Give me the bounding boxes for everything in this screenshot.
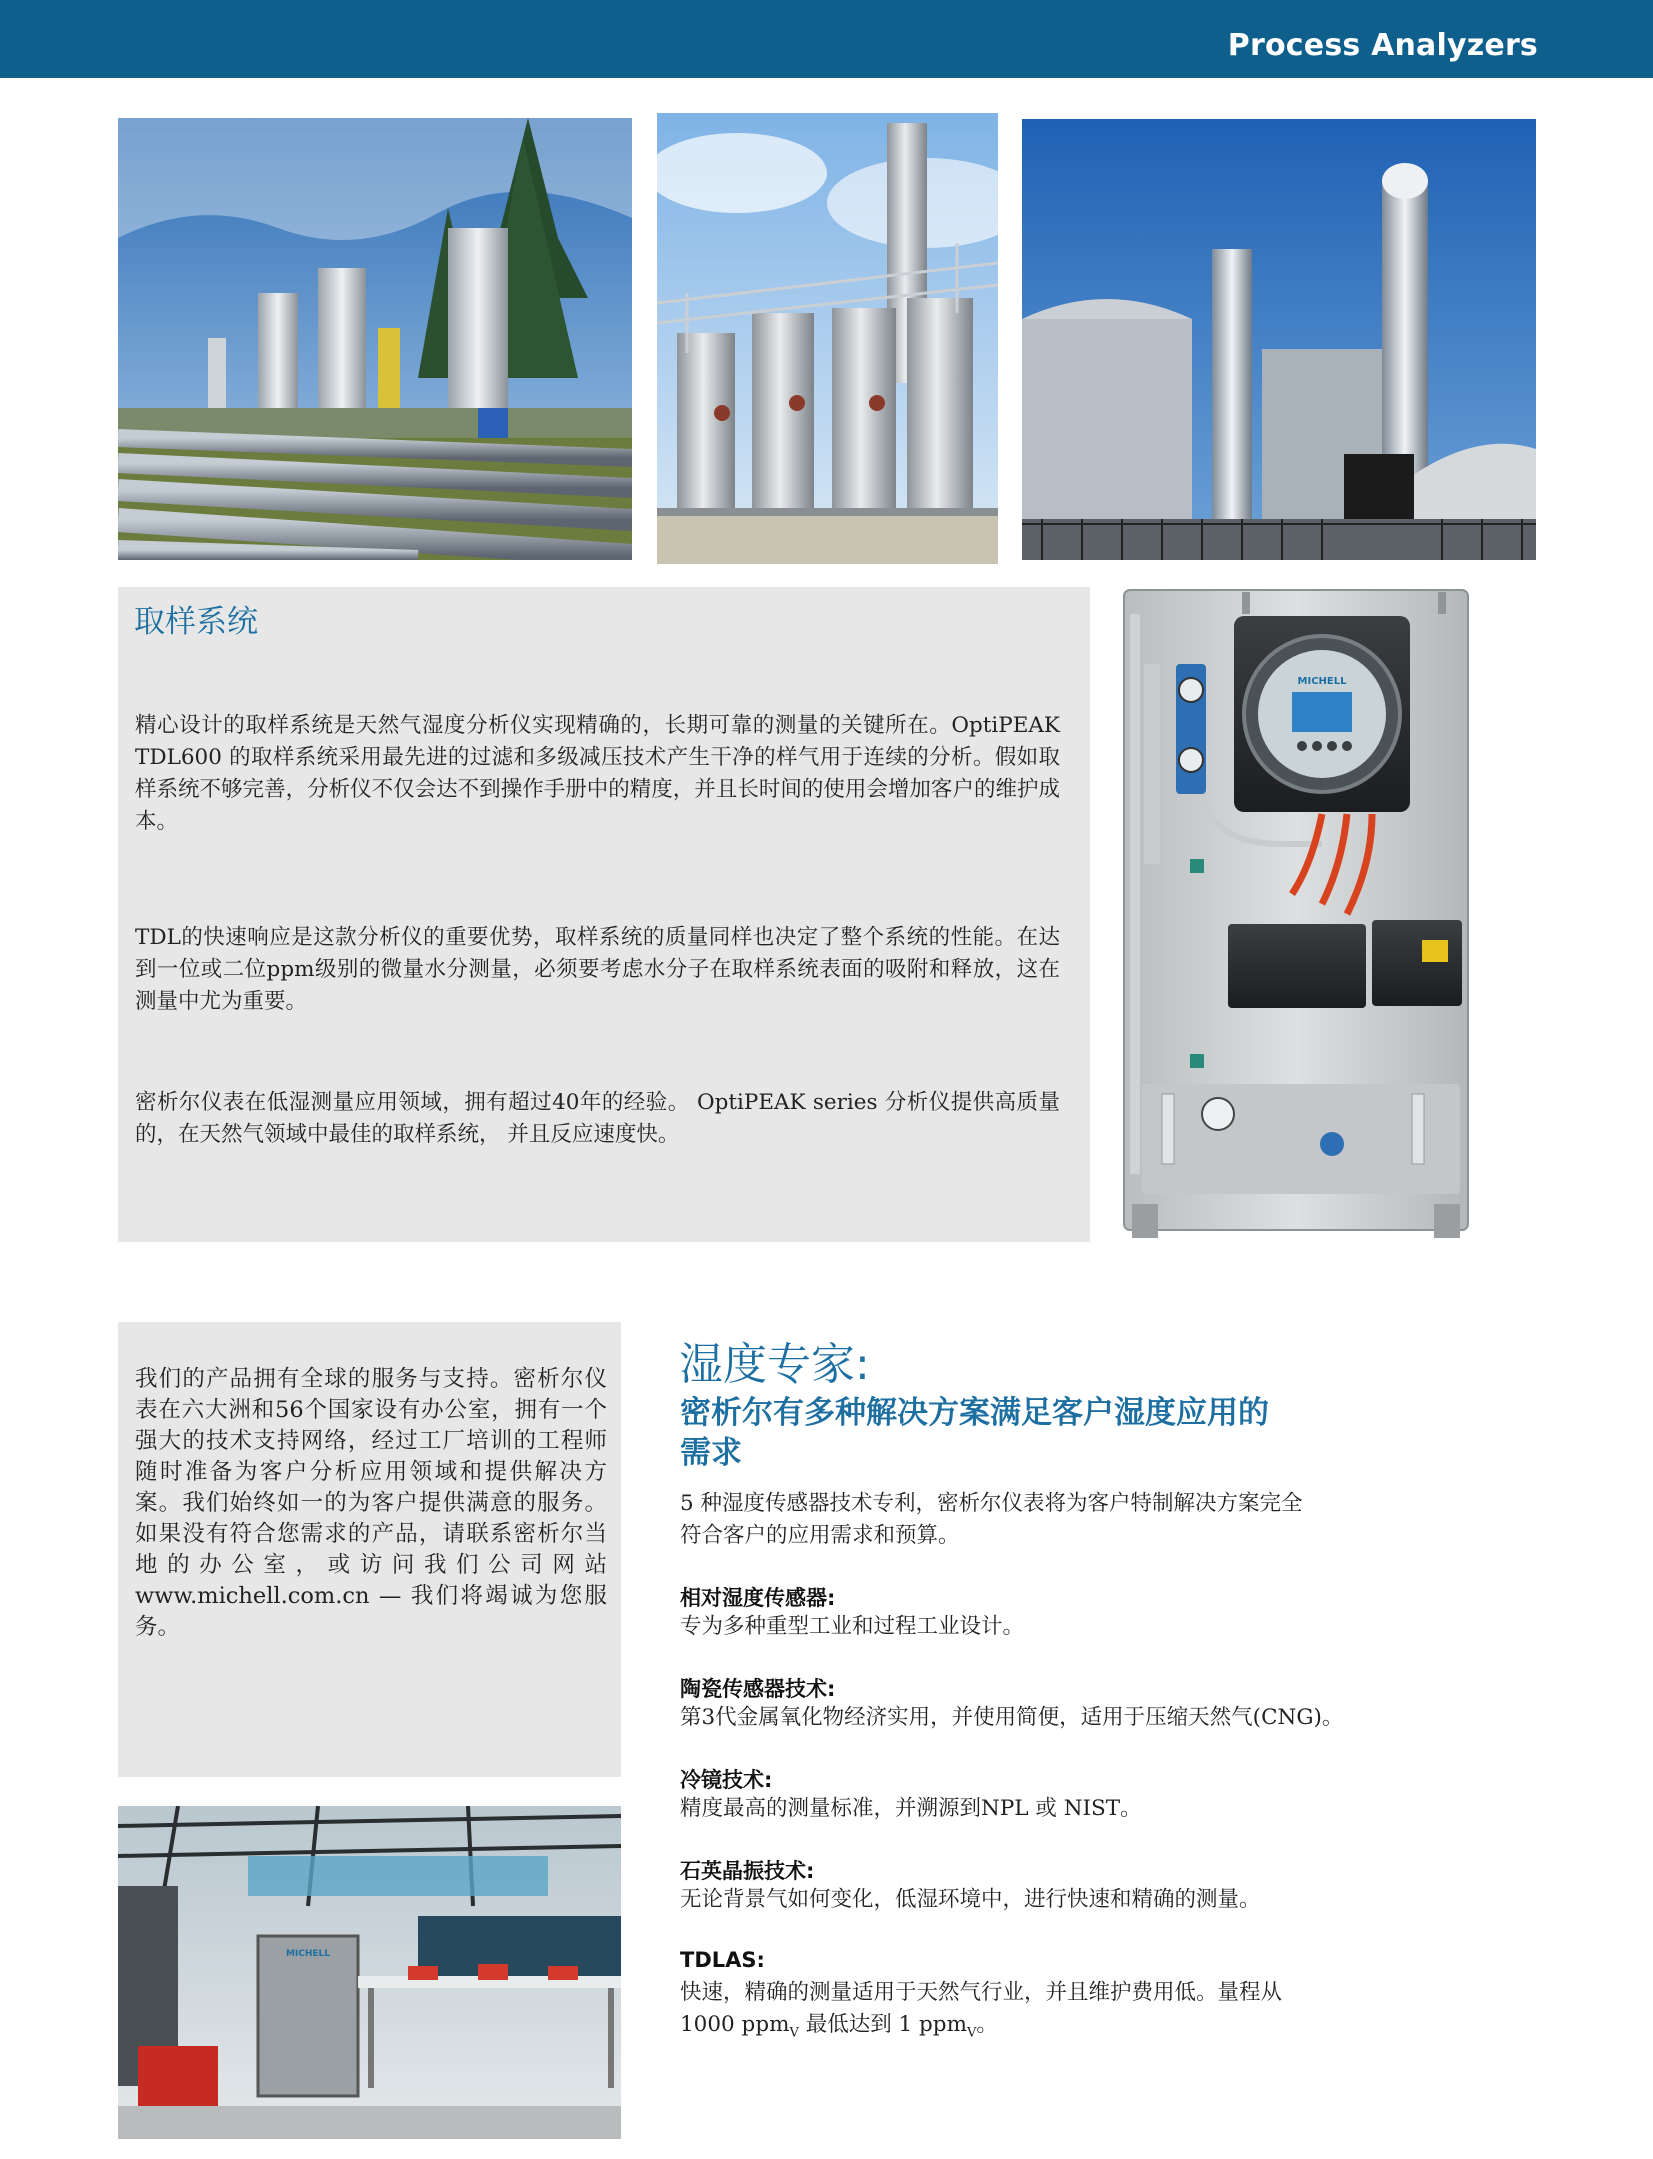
- svg-text:MICHELL: MICHELL: [285, 1949, 331, 1959]
- refinery-towers-photo: [657, 113, 998, 564]
- spec-ceramic-desc: 第3代金属氧化物经济实用，并使用简便，适用于压缩天然气(CNG)。: [680, 1705, 1344, 1730]
- experts-intro: 5 种湿度传感器技术专利，密析尔仪表将为客户特制解决方案完全符合客户的应用需求和预算。: [680, 1491, 1303, 1548]
- experts-heading: 湿度专家:: [679, 1339, 870, 1390]
- spec-tdlas-title: TDLAS:: [680, 1948, 765, 1972]
- spec-quartz-title: 石英晶振技术:: [680, 1859, 815, 1883]
- spec-tdlas-desc: 快速，精确的测量适用于天然气行业，并且维护费用低。量程从1000 ppm$_V$ 最低达到 1 ppm$_V$。: [680, 1980, 1283, 2041]
- spec-quartz-desc: 无论背景气如何变化，低湿环境中，进行快速和精确的测量。: [680, 1887, 1261, 1912]
- spec-rh-title: 相对湿度传感器:: [680, 1586, 836, 1610]
- optipeak-analyzer-photo: [1122, 584, 1470, 1244]
- sampling-heading: 取样系统: [134, 604, 258, 640]
- sampling-paragraph-2: TDL的快速响应是这款分析仪的重要优势，取样系统的质量同样也决定了整个系统的性能。在达到一位或二位ppm级别的微量水分测量，必须要考虑水分子在取样系统表面的吸附和释放，这在测量中尤为重要。: [135, 925, 1060, 1014]
- spec-rh-desc: 专为多种重型工业和过程工业设计。: [680, 1614, 1025, 1639]
- sampling-paragraph-3: 密析尔仪表在低湿测量应用领域，拥有超过40年的经验。 OptiPEAK series 分析仪提供高质量的，在天然气领域中最佳的取样系统， 并且反应速度快。: [135, 1090, 1060, 1147]
- tanks-and-columns-photo: [1022, 119, 1536, 560]
- spec-chilled-mirror-desc: 精度最高的测量标准，并溯源到NPL 或 NIST。: [680, 1796, 1142, 1821]
- michell-factory-photo: [118, 1806, 621, 2139]
- header-title: Process Analyzers: [1227, 28, 1538, 63]
- industrial-gas-plant-photo: [118, 118, 632, 560]
- spec-chilled-mirror-title: 冷镜技术:: [680, 1768, 773, 1792]
- sampling-paragraph-1: 精心设计的取样系统是天然气湿度分析仪实现精确的，长期可靠的测量的关键所在。OptiPEAK TDL600 的取样系统采用最先进的过滤和多级减压技术产生干净的样气用于连续的分析。假如取样系统不够完善，分析仪不仅会达不到操作手册中的精度，并且长时间的使用会增加客户的维护成本。: [135, 713, 1060, 834]
- experts-subheading: 密析尔有多种解决方案满足客户湿度应用的需求: [680, 1395, 1269, 1471]
- analyzer-brand-label: MICHELL: [1297, 676, 1347, 687]
- service-paragraph: 我们的产品拥有全球的服务与支持。密析尔仪表在六大洲和56个国家设有办公室，拥有一个强大的技术支持网络，经过工厂培训的工程师随时准备为客户分析应用领域和提供解决方案。我们始终如一的为客户提供满意的服务。如果没有符合您需求的产品，请联系密析尔当地的办公室，或访问我们公司网站www.michell.com.cn — 我们将竭诚为您服务。: [135, 1366, 607, 1640]
- spec-ceramic-title: 陶瓷传感器技术:: [680, 1677, 836, 1701]
